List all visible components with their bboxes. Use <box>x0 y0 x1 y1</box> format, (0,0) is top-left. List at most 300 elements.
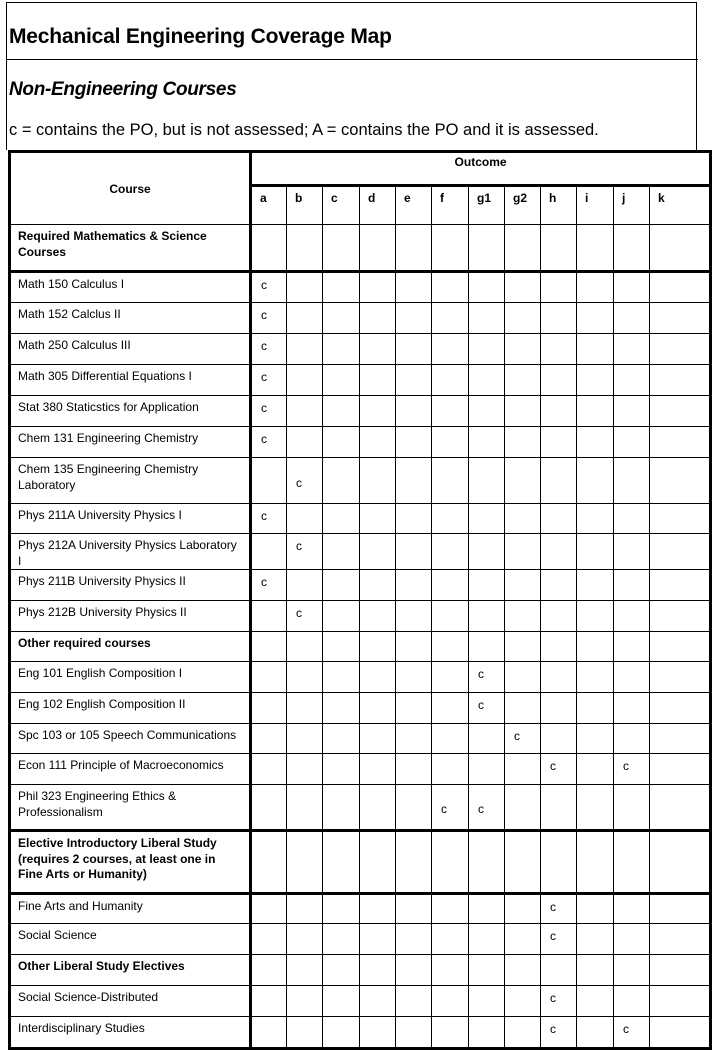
outcome-cell-d <box>360 785 396 831</box>
section-row <box>10 225 711 272</box>
header-row-outcome <box>10 152 711 186</box>
table-row <box>10 1017 711 1049</box>
outcome-cell-k <box>650 504 711 534</box>
outcome-cell-f <box>432 693 469 724</box>
course-name: Social Science-Distributed <box>10 986 251 1017</box>
outcome-cell-b <box>287 272 323 303</box>
outcome-cell-d <box>360 754 396 785</box>
outcome-cell-i <box>577 1017 614 1049</box>
outcome-cell-g2 <box>505 785 541 831</box>
outcome-cell-c <box>323 1017 360 1049</box>
outcome-cell-f <box>432 955 469 986</box>
outcome-cell-h <box>541 662 577 693</box>
outcome-cell-g1 <box>469 1017 505 1049</box>
outcome-cell-f <box>432 570 469 601</box>
course-name: Math 150 Calculus I <box>10 272 251 303</box>
outcome-cell-d <box>360 334 396 365</box>
outcome-cell-a <box>251 225 287 272</box>
outcome-header-a: a <box>251 186 287 225</box>
outcome-cell-g1: c <box>469 693 505 724</box>
course-name: Phil 323 Engineering Ethics & Professionalism <box>10 785 251 831</box>
outcome-cell-b <box>287 303 323 334</box>
outcome-cell-e <box>396 955 432 986</box>
outcome-cell-g2 <box>505 534 541 570</box>
outcome-cell-j <box>614 365 650 396</box>
outcome-cell-b <box>287 570 323 601</box>
table-row <box>10 924 711 955</box>
outcome-cell-k <box>650 396 711 427</box>
outcome-cell-g2 <box>505 955 541 986</box>
outcome-cell-j <box>614 458 650 504</box>
outcome-cell-i <box>577 427 614 458</box>
table-row <box>10 662 711 693</box>
outcome-header-c: c <box>323 186 360 225</box>
outcome-cell-g2 <box>505 570 541 601</box>
outcome-cell-i <box>577 504 614 534</box>
outcome-cell-a <box>251 754 287 785</box>
outcome-cell-b <box>287 785 323 831</box>
outcome-cell-a <box>251 534 287 570</box>
outcome-cell-g2 <box>505 662 541 693</box>
outcome-header-g2: g2 <box>505 186 541 225</box>
outcome-cell-f <box>432 1017 469 1049</box>
outcome-cell-i <box>577 225 614 272</box>
outcome-cell-b <box>287 504 323 534</box>
course-name: Math 305 Differential Equations I <box>10 365 251 396</box>
legend-text: c = contains the PO, but is not assessed; A = contains the PO and it is assessed. <box>9 121 599 139</box>
course-name: Math 250 Calculus III <box>10 334 251 365</box>
outcome-cell-g2 <box>505 894 541 924</box>
course-name: Interdisciplinary Studies <box>10 1017 251 1049</box>
outcome-cell-c <box>323 534 360 570</box>
outcome-cell-b: c <box>287 534 323 570</box>
page-title: Mechanical Engineering Coverage Map <box>9 25 392 48</box>
outcome-cell-c <box>323 955 360 986</box>
outcome-cell-a <box>251 724 287 754</box>
outcome-cell-b <box>287 754 323 785</box>
table-row <box>10 427 711 458</box>
outcome-cell-h <box>541 724 577 754</box>
outcome-cell-d <box>360 955 396 986</box>
outcome-cell-k <box>650 303 711 334</box>
outcome-cell-k <box>650 693 711 724</box>
outcome-cell-b <box>287 365 323 396</box>
outcome-cell-h: c <box>541 754 577 785</box>
outcome-cell-e <box>396 632 432 662</box>
outcome-cell-i <box>577 924 614 955</box>
table-row <box>10 785 711 831</box>
outcome-cell-e <box>396 458 432 504</box>
outcome-cell-c <box>323 831 360 894</box>
course-name: Phys 212B University Physics II <box>10 601 251 632</box>
outcome-cell-a <box>251 693 287 724</box>
outcome-cell-c <box>323 272 360 303</box>
outcome-cell-b <box>287 662 323 693</box>
table-row <box>10 272 711 303</box>
outcome-cell-g2 <box>505 601 541 632</box>
outcome-cell-f <box>432 534 469 570</box>
outcome-cell-c <box>323 427 360 458</box>
outcome-cell-a <box>251 1017 287 1049</box>
outcome-cell-j <box>614 303 650 334</box>
section-label: Other required courses <box>10 632 251 662</box>
outcome-cell-b <box>287 632 323 662</box>
outcome-cell-g2 <box>505 632 541 662</box>
outcome-cell-e <box>396 986 432 1017</box>
outcome-cell-g1 <box>469 504 505 534</box>
course-name: Phys 211B University Physics II <box>10 570 251 601</box>
outcome-cell-f <box>432 504 469 534</box>
course-name: Econ 111 Principle of Macroeconomics <box>10 754 251 785</box>
outcome-cell-j <box>614 225 650 272</box>
outcome-cell-f: c <box>432 785 469 831</box>
outcome-cell-d <box>360 504 396 534</box>
outcome-cell-j <box>614 396 650 427</box>
table-row <box>10 570 711 601</box>
outcome-cell-h: c <box>541 986 577 1017</box>
section-label: Other Liberal Study Electives <box>10 955 251 986</box>
course-name: Phys 212A University Physics Laboratory I <box>10 534 251 570</box>
outcome-cell-i <box>577 396 614 427</box>
outcome-cell-f <box>432 632 469 662</box>
table-row <box>10 534 711 570</box>
outcome-cell-b <box>287 955 323 986</box>
outcome-cell-j <box>614 334 650 365</box>
outcome-cell-f <box>432 724 469 754</box>
outcome-cell-c <box>323 396 360 427</box>
outcome-cell-d <box>360 724 396 754</box>
outcome-cell-g1 <box>469 303 505 334</box>
outcome-cell-e <box>396 225 432 272</box>
outcome-header-b: b <box>287 186 323 225</box>
outcome-cell-e <box>396 924 432 955</box>
outcome-cell-c <box>323 894 360 924</box>
outcome-cell-d <box>360 662 396 693</box>
outcome-cell-c <box>323 924 360 955</box>
outcome-cell-a <box>251 662 287 693</box>
outcome-cell-j <box>614 986 650 1017</box>
outcome-cell-e <box>396 693 432 724</box>
coverage-map-table <box>8 150 712 1050</box>
outcome-cell-f <box>432 303 469 334</box>
outcome-cell-h <box>541 396 577 427</box>
outcome-cell-f <box>432 427 469 458</box>
outcome-cell-g2: c <box>505 724 541 754</box>
outcome-cell-a <box>251 831 287 894</box>
outcome-cell-i <box>577 334 614 365</box>
outcome-cell-a <box>251 601 287 632</box>
outcome-cell-g2 <box>505 396 541 427</box>
outcome-cell-i <box>577 303 614 334</box>
outcome-cell-h <box>541 570 577 601</box>
outcome-cell-f <box>432 831 469 894</box>
outcome-cell-b <box>287 1017 323 1049</box>
course-column-header: Course <box>10 152 251 225</box>
outcome-cell-g1 <box>469 225 505 272</box>
outcome-column-header: Outcome <box>251 152 711 186</box>
outcome-cell-a <box>251 924 287 955</box>
outcome-cell-j: c <box>614 1017 650 1049</box>
outcome-header-e: e <box>396 186 432 225</box>
outcome-cell-b <box>287 396 323 427</box>
outcome-cell-i <box>577 662 614 693</box>
outcome-cell-k <box>650 724 711 754</box>
section-label: Elective Introductory Liberal Study (requires 2 courses, at least one in Fine Arts or Humanity) <box>10 831 251 894</box>
outcome-cell-g2 <box>505 1017 541 1049</box>
outcome-cell-d <box>360 924 396 955</box>
section-row <box>10 955 711 986</box>
outcome-cell-a <box>251 785 287 831</box>
outcome-cell-b <box>287 334 323 365</box>
outcome-cell-c <box>323 504 360 534</box>
outcome-cell-c <box>323 754 360 785</box>
outcome-cell-k <box>650 924 711 955</box>
outcome-cell-c <box>323 225 360 272</box>
outcome-cell-j <box>614 785 650 831</box>
outcome-cell-i <box>577 831 614 894</box>
outcome-cell-d <box>360 831 396 894</box>
outcome-cell-k <box>650 632 711 662</box>
outcome-cell-e <box>396 504 432 534</box>
outcome-cell-i <box>577 570 614 601</box>
outcome-cell-d <box>360 303 396 334</box>
outcome-cell-g2 <box>505 924 541 955</box>
outcome-cell-a <box>251 632 287 662</box>
outcome-cell-j <box>614 831 650 894</box>
outcome-cell-b <box>287 986 323 1017</box>
outcome-cell-h <box>541 785 577 831</box>
outcome-cell-c <box>323 570 360 601</box>
outcome-cell-c <box>323 303 360 334</box>
outcome-cell-e <box>396 570 432 601</box>
outcome-cell-i <box>577 986 614 1017</box>
outcome-cell-d <box>360 601 396 632</box>
outcome-cell-e <box>396 272 432 303</box>
outcome-cell-k <box>650 986 711 1017</box>
outcome-cell-f <box>432 662 469 693</box>
outcome-cell-g1 <box>469 534 505 570</box>
course-name: Math 152 Calclus II <box>10 303 251 334</box>
outcome-cell-e <box>396 662 432 693</box>
outcome-cell-g1 <box>469 831 505 894</box>
outcome-cell-f <box>432 458 469 504</box>
table-row <box>10 601 711 632</box>
outcome-cell-k <box>650 427 711 458</box>
outcome-cell-k <box>650 365 711 396</box>
outcome-cell-h: c <box>541 1017 577 1049</box>
outcome-header-d: d <box>360 186 396 225</box>
outcome-cell-k <box>650 458 711 504</box>
outcome-cell-i <box>577 272 614 303</box>
outcome-cell-i <box>577 632 614 662</box>
outcome-cell-a: c <box>251 396 287 427</box>
outcome-cell-j: c <box>614 754 650 785</box>
outcome-cell-e <box>396 1017 432 1049</box>
outcome-cell-h <box>541 504 577 534</box>
outcome-cell-g1 <box>469 396 505 427</box>
outcome-cell-g2 <box>505 831 541 894</box>
outcome-cell-b <box>287 724 323 754</box>
outcome-cell-g1 <box>469 458 505 504</box>
outcome-cell-c <box>323 986 360 1017</box>
outcome-cell-g2 <box>505 458 541 504</box>
table-row <box>10 396 711 427</box>
section-label: Required Mathematics & Science Courses <box>10 225 251 272</box>
outcome-cell-g2 <box>505 225 541 272</box>
outcome-cell-b <box>287 894 323 924</box>
course-name: Fine Arts and Humanity <box>10 894 251 924</box>
table-row <box>10 724 711 754</box>
outcome-cell-j <box>614 534 650 570</box>
outcome-cell-c <box>323 662 360 693</box>
outcome-cell-h <box>541 427 577 458</box>
outcome-cell-c <box>323 334 360 365</box>
outcome-cell-k <box>650 334 711 365</box>
outcome-cell-g1: c <box>469 785 505 831</box>
outcome-cell-i <box>577 894 614 924</box>
course-name: Chem 131 Engineering Chemistry <box>10 427 251 458</box>
outcome-cell-d <box>360 225 396 272</box>
outcome-cell-h <box>541 955 577 986</box>
outcome-cell-g1 <box>469 924 505 955</box>
outcome-cell-f <box>432 986 469 1017</box>
header-divider <box>6 59 698 60</box>
outcome-header-g1: g1 <box>469 186 505 225</box>
outcome-cell-k <box>650 831 711 894</box>
outcome-cell-i <box>577 365 614 396</box>
outcome-cell-j <box>614 272 650 303</box>
outcome-cell-h <box>541 534 577 570</box>
outcome-cell-h <box>541 365 577 396</box>
outcome-cell-i <box>577 693 614 724</box>
outcome-cell-e <box>396 534 432 570</box>
table-row <box>10 693 711 724</box>
outcome-cell-g2 <box>505 303 541 334</box>
table-row <box>10 986 711 1017</box>
outcome-header-k: k <box>650 186 711 225</box>
outcome-cell-f <box>432 396 469 427</box>
outcome-cell-c <box>323 632 360 662</box>
outcome-cell-g1 <box>469 601 505 632</box>
outcome-cell-i <box>577 458 614 504</box>
outcome-cell-i <box>577 785 614 831</box>
outcome-cell-j <box>614 924 650 955</box>
outcome-cell-a <box>251 955 287 986</box>
outcome-cell-d <box>360 632 396 662</box>
outcome-cell-b <box>287 924 323 955</box>
course-name: Spc 103 or 105 Speech Communications <box>10 724 251 754</box>
outcome-cell-a: c <box>251 365 287 396</box>
table-row <box>10 754 711 785</box>
outcome-cell-g1 <box>469 427 505 458</box>
outcome-cell-c <box>323 601 360 632</box>
outcome-cell-b: c <box>287 601 323 632</box>
outcome-cell-j <box>614 693 650 724</box>
outcome-cell-d <box>360 534 396 570</box>
outcome-cell-d <box>360 570 396 601</box>
outcome-cell-g2 <box>505 365 541 396</box>
outcome-cell-h <box>541 458 577 504</box>
outcome-cell-e <box>396 724 432 754</box>
table-row <box>10 303 711 334</box>
outcome-cell-b <box>287 831 323 894</box>
outcome-cell-f <box>432 924 469 955</box>
outcome-cell-i <box>577 601 614 632</box>
course-name: Stat 380 Staticstics for Application <box>10 396 251 427</box>
outcome-cell-f <box>432 754 469 785</box>
outcome-cell-g1 <box>469 365 505 396</box>
course-name: Eng 102 English Composition II <box>10 693 251 724</box>
outcome-cell-a <box>251 986 287 1017</box>
outcome-cell-g1 <box>469 570 505 601</box>
outcome-cell-d <box>360 1017 396 1049</box>
outcome-cell-g2 <box>505 272 541 303</box>
outcome-cell-i <box>577 724 614 754</box>
outcome-header-h: h <box>541 186 577 225</box>
outcome-cell-e <box>396 427 432 458</box>
outcome-cell-k <box>650 570 711 601</box>
outcome-cell-h <box>541 601 577 632</box>
outcome-cell-a <box>251 894 287 924</box>
outcome-cell-j <box>614 955 650 986</box>
outcome-cell-d <box>360 365 396 396</box>
outcome-cell-g1 <box>469 894 505 924</box>
outcome-cell-h <box>541 303 577 334</box>
outcome-cell-f <box>432 365 469 396</box>
outcome-cell-f <box>432 601 469 632</box>
outcome-cell-f <box>432 225 469 272</box>
outcome-cell-b: c <box>287 458 323 504</box>
outcome-cell-c <box>323 693 360 724</box>
outcome-cell-g2 <box>505 986 541 1017</box>
outcome-cell-k <box>650 955 711 986</box>
outcome-cell-j <box>614 724 650 754</box>
course-name: Social Science <box>10 924 251 955</box>
outcome-cell-h <box>541 334 577 365</box>
course-name: Chem 135 Engineering Chemistry Laboratory <box>10 458 251 504</box>
outcome-cell-g2 <box>505 754 541 785</box>
outcome-cell-e <box>396 365 432 396</box>
outcome-cell-h <box>541 225 577 272</box>
outcome-cell-e <box>396 601 432 632</box>
outcome-cell-k <box>650 785 711 831</box>
outcome-cell-j <box>614 632 650 662</box>
outcome-cell-g1 <box>469 334 505 365</box>
outcome-cell-j <box>614 662 650 693</box>
outcome-cell-b <box>287 427 323 458</box>
outcome-cell-j <box>614 570 650 601</box>
outcome-cell-k <box>650 272 711 303</box>
outcome-cell-k <box>650 894 711 924</box>
outcome-cell-c <box>323 724 360 754</box>
outcome-cell-g2 <box>505 693 541 724</box>
outcome-cell-g1 <box>469 986 505 1017</box>
outcome-cell-i <box>577 754 614 785</box>
outcome-cell-f <box>432 272 469 303</box>
outcome-cell-d <box>360 396 396 427</box>
section-row <box>10 831 711 894</box>
outcome-cell-e <box>396 754 432 785</box>
outcome-cell-d <box>360 894 396 924</box>
outcome-cell-e <box>396 396 432 427</box>
outcome-cell-e <box>396 894 432 924</box>
outcome-cell-g2 <box>505 427 541 458</box>
outcome-cell-d <box>360 458 396 504</box>
outcome-header-i: i <box>577 186 614 225</box>
outcome-cell-e <box>396 785 432 831</box>
outcome-cell-h <box>541 693 577 724</box>
outcome-cell-g2 <box>505 504 541 534</box>
